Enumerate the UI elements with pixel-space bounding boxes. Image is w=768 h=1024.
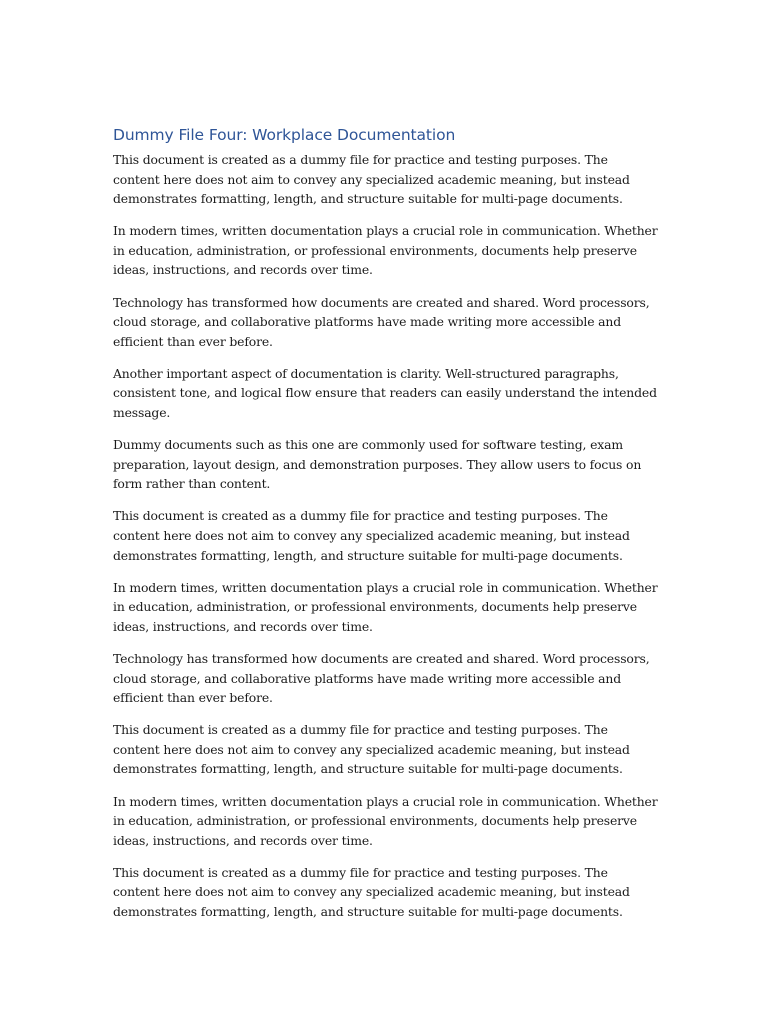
- paragraph: Technology has transformed how documents are created and shared. Word processors, cloud storage, and collaborative platforms have made writing more accessible and efficient than ever before.: [113, 650, 650, 706]
- paragraph: This document is created as a dummy file for practice and testing purposes. The content here does not aim to convey any specialized academic meaning, but instead demonstrates formatting, length, and structure suitable for multi-page documents.: [113, 152, 630, 207]
- paragraph: This document is created as a dummy file for practice and testing purposes. The content here does not aim to convey any specialized academic meaning, but instead demonstrates formatting, length, and structure suitable for multi-page documents.: [113, 864, 630, 919]
- paragraph: Another important aspect of documentation is clarity. Well-structured paragraphs, consistent tone, and logical flow ensure that readers can easily understand the intended message.: [113, 365, 657, 421]
- paragraph: This document is created as a dummy file for practice and testing purposes. The content here does not aim to convey any specialized academic meaning, but instead demonstrates formatting, length, and structure suitable for multi-page documents.: [113, 722, 630, 777]
- paragraph: Dummy documents such as this one are commonly used for software testing, exam preparation, layout design, and demonstration purposes. They allow users to focus on form rather than content.: [113, 437, 642, 492]
- document-body: [113, 124, 658, 934]
- paragraph: Technology has transformed how documents are created and shared. Word processors, cloud storage, and collaborative platforms have made writing more accessible and efficient than ever before.: [113, 294, 650, 349]
- paragraph: In modern times, written documentation plays a crucial role in communication. Whether in education, administration, or professional environments, documents help preserve ideas, instructions, and records over time.: [113, 579, 658, 634]
- paragraph: This document is created as a dummy file for practice and testing purposes. The content here does not aim to convey any specialized academic meaning, but instead demonstrates formatting, length, and structure suitable for multi-page documents.: [113, 508, 630, 563]
- paragraph: In modern times, written documentation plays a crucial role in communication. Whether in education, administration, or professional environments, documents help preserve ideas, instructions, and records over time.: [113, 223, 658, 278]
- paragraph: In modern times, written documentation plays a crucial role in communication. Whether in education, administration, or professional environments, documents help preserve ideas, instructions, and records over time.: [113, 793, 658, 848]
- document-title: Dummy File Four: Workplace Documentation: [113, 126, 456, 144]
